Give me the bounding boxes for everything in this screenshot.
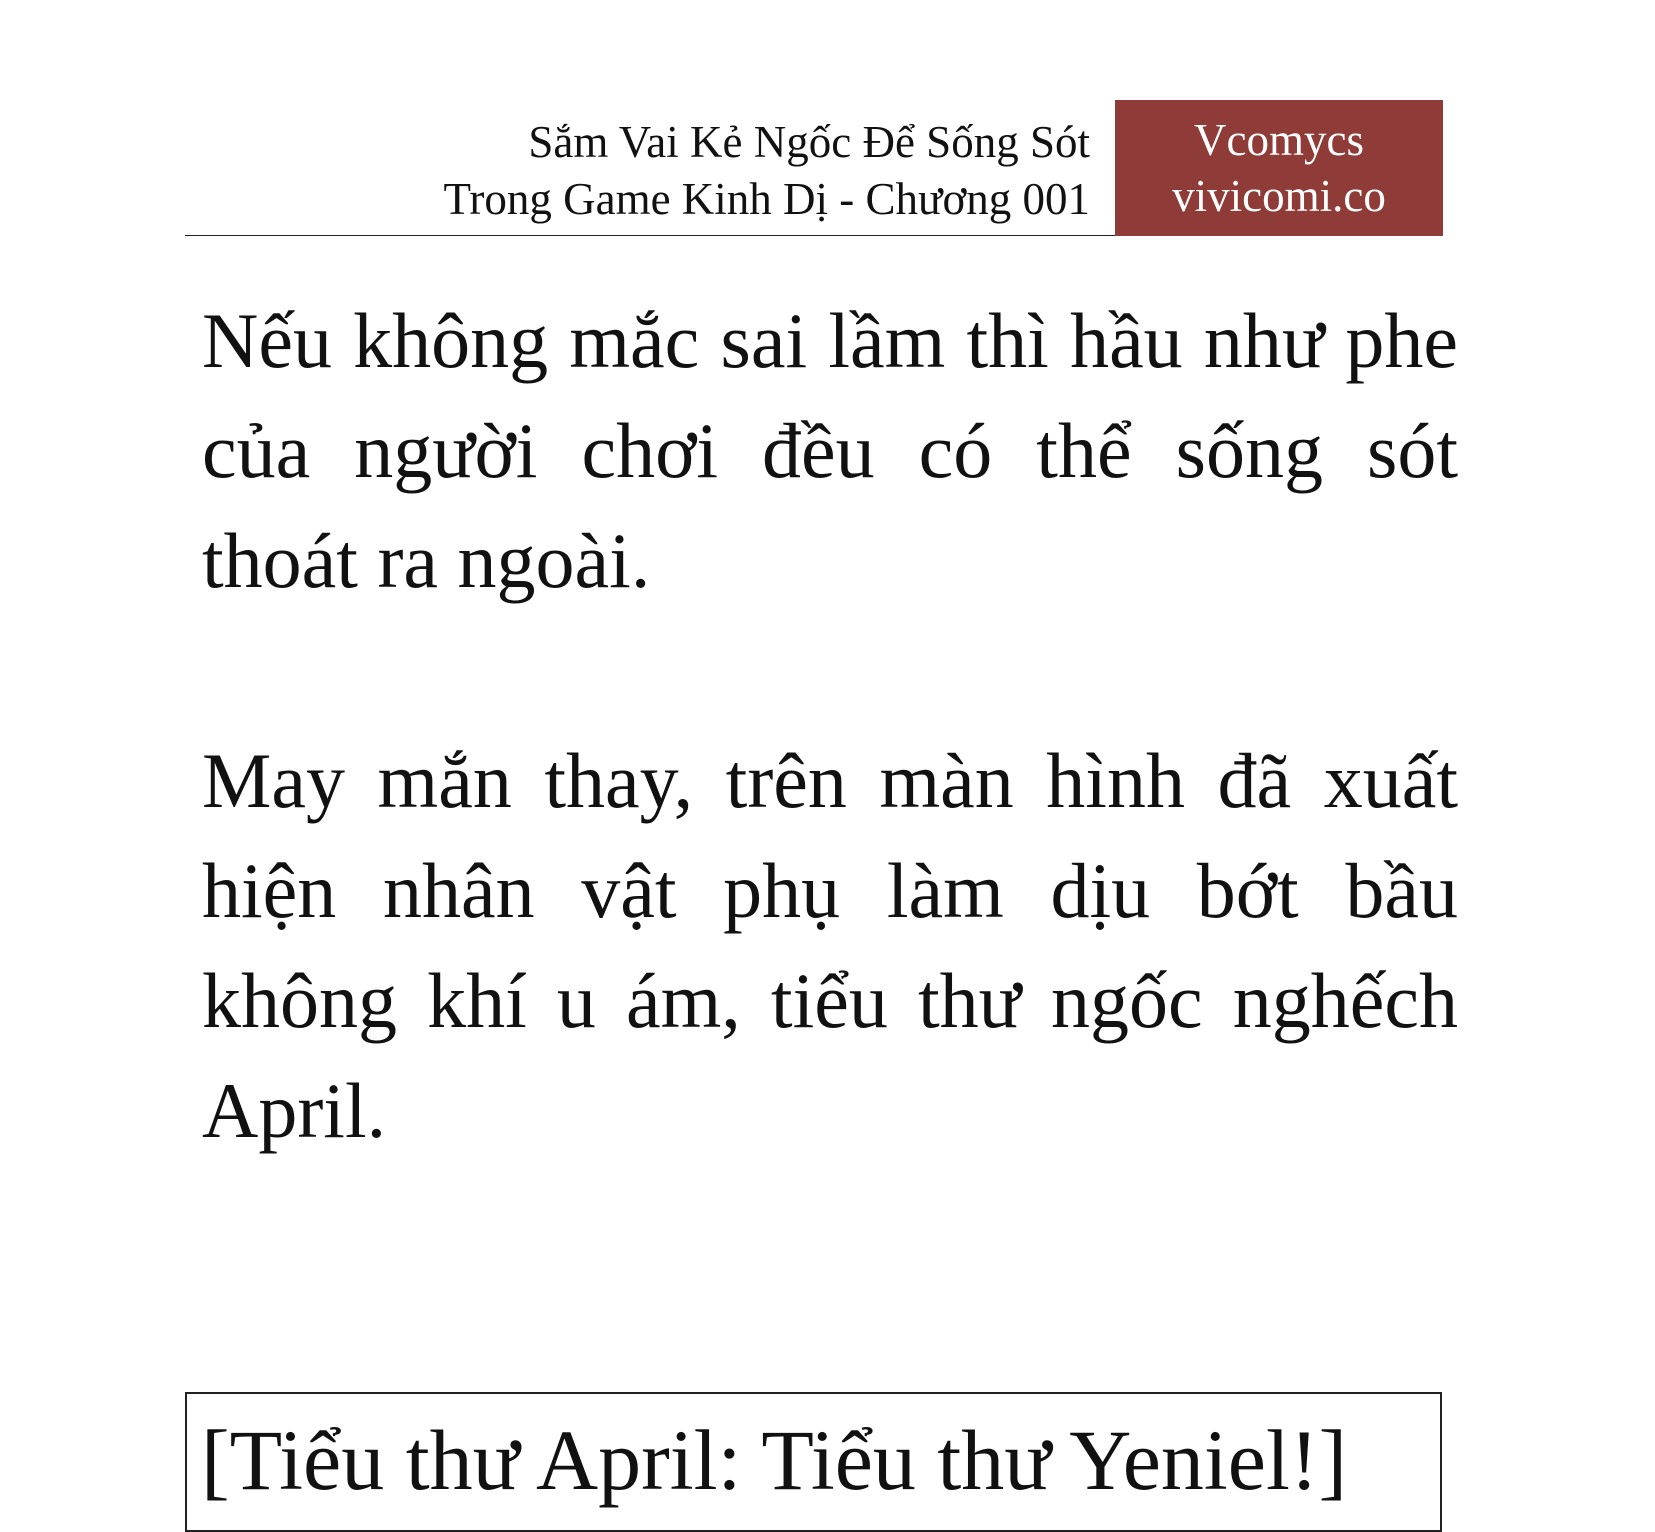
dialog-line: [Tiểu thư April: Tiểu thư Yeniel!]: [201, 1412, 1348, 1508]
chapter-title-line-1: Sắm Vai Kẻ Ngốc Để Sống Sót: [528, 117, 1090, 167]
dialog-box: [185, 1392, 1442, 1532]
brand-site: vivicomi.co: [1172, 171, 1386, 221]
paragraph-2: May mắn thay, trên màn hình đã xuất hiện nhân vật phụ làm dịu bớt bầu không khí u ám, tiểu thư ngốc nghếch April.: [202, 737, 1458, 1154]
paragraph-1: Nếu không mắc sai lầm thì hầu như phe của người chơi đều có thể sống sót thoát ra ngoài.: [202, 297, 1458, 604]
chapter-title-line-2: Trong Game Kinh Dị - Chương 001: [443, 174, 1090, 224]
brand-logo-box: [1115, 100, 1443, 236]
header-divider: [185, 235, 1115, 236]
chapter-title: [443, 114, 1090, 228]
page-header: [185, 100, 1442, 236]
brand-name: Vcomycs: [1194, 115, 1364, 165]
